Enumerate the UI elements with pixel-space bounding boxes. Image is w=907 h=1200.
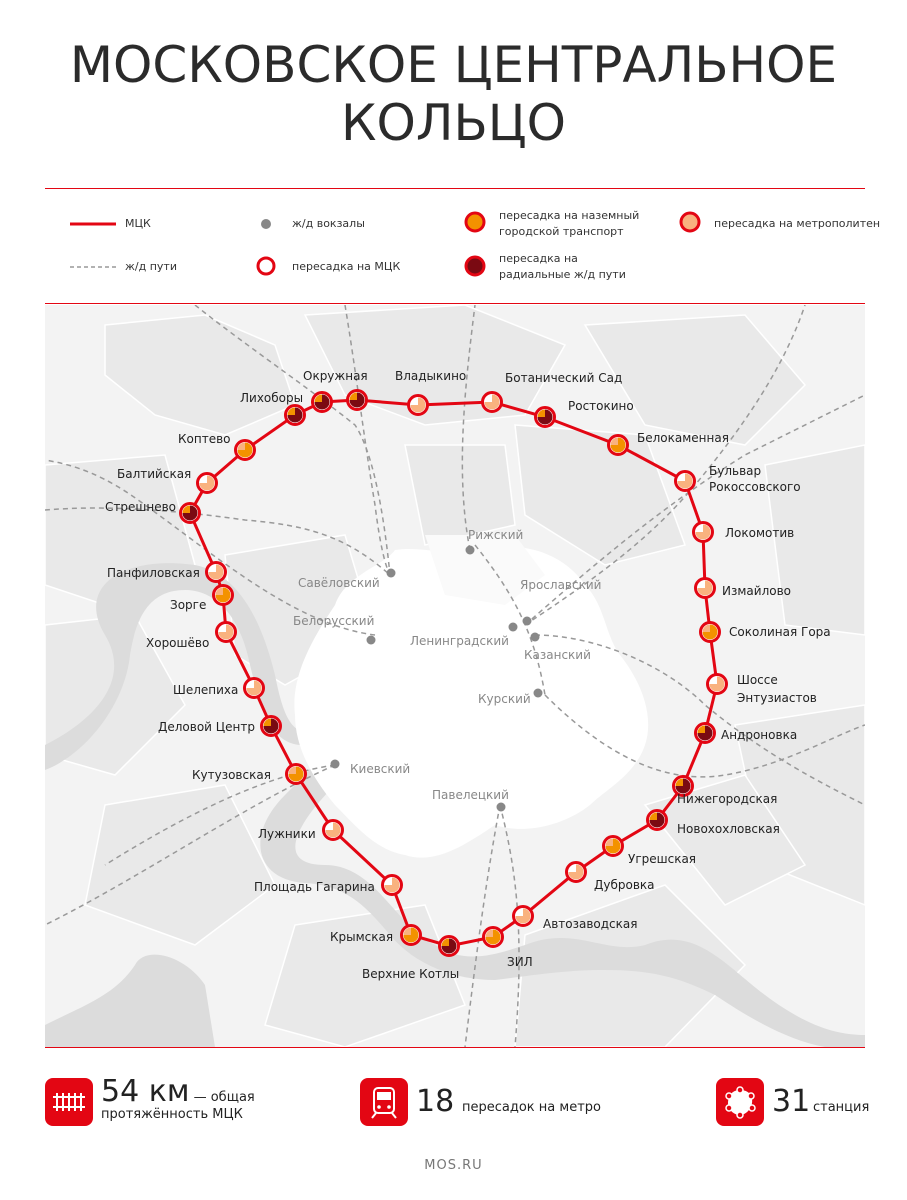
- source-label: MOS.RU: [424, 1158, 483, 1173]
- station-marker-1: [409, 396, 428, 415]
- station-marker-28: [198, 474, 217, 493]
- station-marker-6: [694, 523, 713, 542]
- legend-rail-tracks: ж/д пути: [125, 260, 177, 273]
- label-nizhegorodskaya: Нижегородская: [677, 792, 778, 806]
- map-canvas: [45, 305, 865, 1047]
- transfers-value: 18: [416, 1084, 455, 1119]
- map-top-divider: [45, 303, 865, 304]
- label-streshnevo: Стрешнево: [105, 500, 176, 514]
- terminal-paveletsky: Павелецкий: [432, 788, 509, 802]
- station-marker-22: [262, 717, 281, 736]
- map: [45, 305, 865, 1047]
- legend-mck: МЦК: [125, 217, 151, 230]
- legend-ground-transfer: пересадка на наземный городской транспорт: [499, 209, 640, 238]
- station-marker-8: [701, 623, 720, 642]
- station-marker-2: [483, 393, 502, 412]
- terminal-leningradsky: Ленинградский: [410, 634, 509, 648]
- terminal-kursky: Курский: [478, 692, 531, 706]
- station-marker-14: [567, 863, 586, 882]
- station-marker-27: [181, 504, 200, 523]
- station-marker-25: [214, 586, 233, 605]
- top-divider: [45, 188, 865, 189]
- label-andronovka: Андроновка: [721, 728, 798, 742]
- transfers-desc: пересадок на метро: [462, 1100, 601, 1115]
- station-marker-0: [313, 393, 332, 412]
- label-delovoy-tsentr: Деловой Центр: [158, 720, 255, 734]
- label-ploshchad-gagarina: Площадь Гагарина: [254, 880, 375, 894]
- terminal-yaroslavsky: Ярославский: [520, 578, 602, 592]
- legend-symbols-left: [68, 214, 128, 284]
- map-bottom-divider: [45, 1047, 865, 1048]
- label-zil: ЗИЛ: [507, 955, 533, 969]
- legend-radial-transfer: пересадка на радиальные ж/д пути: [499, 252, 626, 281]
- train-icon: [360, 1078, 408, 1126]
- label-likhobory: Лихоборы: [240, 391, 304, 405]
- ring-icon: [716, 1078, 764, 1126]
- station-marker-21: [287, 765, 306, 784]
- station-marker-24: [217, 623, 236, 642]
- rail-track-icon: [45, 1078, 93, 1126]
- label-ugreshskaya: Угрешская: [628, 852, 697, 866]
- label-kutuzovskaya: Кутузовская: [192, 768, 271, 782]
- station-marker-13: [604, 837, 623, 856]
- label-krymskaya: Крымская: [330, 930, 394, 944]
- label-belokamennaya: Белокаменная: [637, 431, 729, 445]
- station-marker-12: [648, 811, 667, 830]
- label-khoroshyovo: Хорошёво: [146, 636, 210, 650]
- page-title: [0, 36, 907, 152]
- legend-metro-transfer: пересадка на метрополитен: [714, 217, 881, 230]
- legend-symbol-metro: [677, 207, 707, 237]
- label-izmaylovo: Измайлово: [722, 584, 791, 598]
- length-desc: протяжённость МЦК: [101, 1107, 243, 1122]
- label-verkhnie-kotly: Верхние Котлы: [362, 967, 460, 981]
- station-marker-5: [676, 472, 695, 491]
- station-marker-okruzhnaya-2: [348, 391, 367, 410]
- station-marker-26: [207, 563, 226, 582]
- label-sokolinaya: Соколиная Гора: [729, 625, 831, 639]
- label-bulvar: Бульвар: [709, 464, 762, 478]
- station-marker-7: [696, 579, 715, 598]
- length-value: 54 км — общая: [101, 1074, 255, 1109]
- station-marker-17: [440, 937, 459, 956]
- label-shosse-2: Энтузиастов: [737, 691, 817, 705]
- label-baltiyskaya: Балтийская: [117, 467, 192, 481]
- legend-symbols-right: [462, 207, 492, 283]
- label-novokhokhlovskaya: Новохохловская: [677, 822, 780, 836]
- label-avtozavodskaya: Автозаводская: [543, 917, 638, 931]
- terminal-kievsky: Киевский: [350, 762, 411, 776]
- label-koptevo: Коптево: [178, 432, 231, 446]
- label-zorge: Зорге: [170, 598, 207, 612]
- label-dubrovka: Дубровка: [594, 878, 655, 892]
- label-luzhniki: Лужники: [258, 827, 316, 841]
- label-botanichesky: Ботанический Сад: [505, 371, 623, 385]
- label-vladykino: Владыкино: [395, 369, 467, 383]
- label-okruzhnaya: Окружная: [303, 369, 368, 383]
- terminal-rizhsky: Рижский: [468, 528, 524, 542]
- station-marker-15: [514, 907, 533, 926]
- label-lokomotiv: Локомотив: [725, 526, 795, 540]
- station-marker-30: [286, 406, 305, 425]
- station-marker-16: [484, 928, 503, 947]
- label-shosse: Шоссе: [737, 673, 778, 687]
- station-marker-20: [324, 821, 343, 840]
- label-bulvar-2: Рокоссовского: [709, 480, 801, 494]
- terminal-kazansky: Казанский: [524, 648, 591, 662]
- station-marker-19: [383, 876, 402, 895]
- station-marker-29: [236, 441, 255, 460]
- stations-value: 31: [772, 1084, 811, 1119]
- station-marker-18: [402, 926, 421, 945]
- terminal-savelovsky: Савёловский: [298, 576, 380, 590]
- station-marker-9: [708, 675, 727, 694]
- title-line-1: МОСКОВСКОЕ ЦЕНТРАЛЬНОЕ: [69, 36, 838, 94]
- stations-desc: станция: [813, 1100, 870, 1115]
- station-marker-10: [696, 724, 715, 743]
- legend-symbols-mid: [255, 210, 285, 280]
- terminal-belorussky: Белорусский: [293, 614, 375, 628]
- label-rostokino: Ростокино: [568, 399, 634, 413]
- legend-mck-transfer: пересадка на МЦК: [292, 260, 401, 273]
- title-line-2: КОЛЬЦО: [341, 94, 566, 152]
- label-shelepikha: Шелепиха: [173, 683, 239, 697]
- station-marker-4: [609, 436, 628, 455]
- station-marker-3: [536, 408, 555, 427]
- station-marker-23: [245, 679, 264, 698]
- label-panfilovskaya: Панфиловская: [107, 566, 200, 580]
- legend-rail-stations: ж/д вокзалы: [292, 217, 365, 230]
